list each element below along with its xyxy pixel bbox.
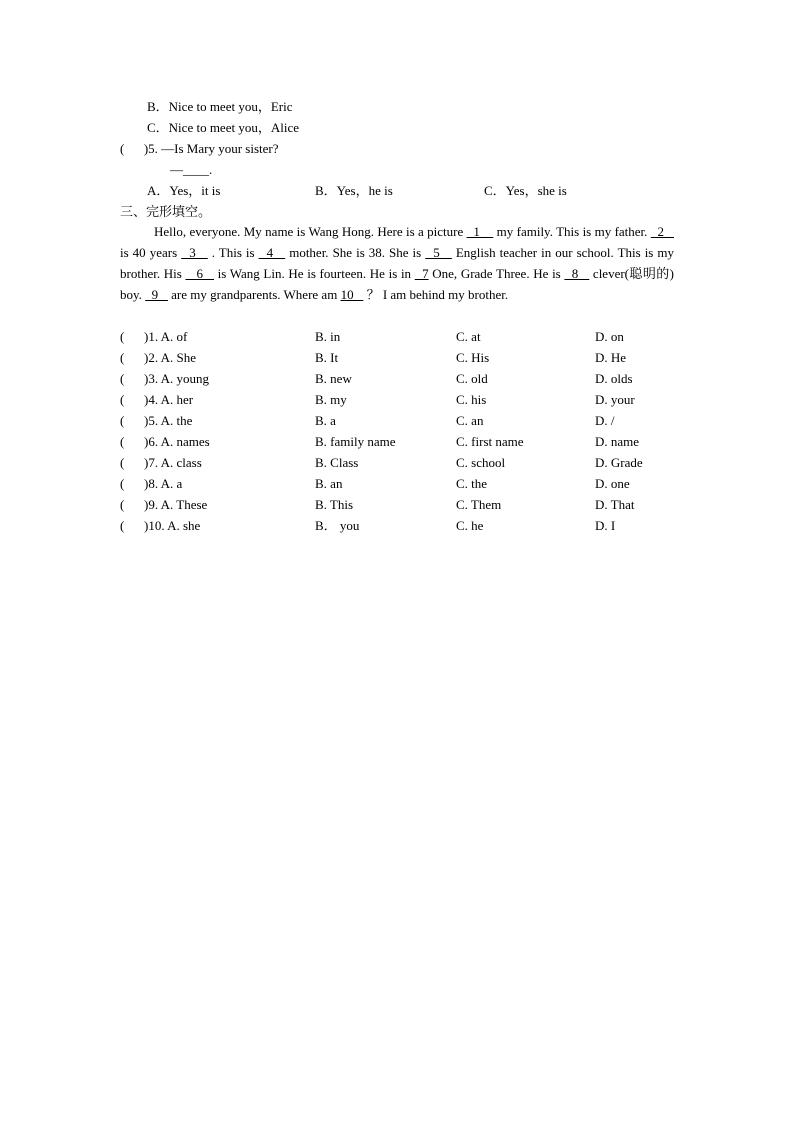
option-d: D. your [595, 392, 635, 407]
passage-text: clever(聪明的) boy. [120, 266, 674, 302]
cloze-row [120, 431, 680, 452]
option-b: B. This [315, 497, 354, 512]
option-d: D. That [595, 497, 635, 512]
option-b: B. in [315, 329, 341, 344]
option-c: C. old [456, 371, 488, 386]
question-number: )6. A. names [144, 434, 210, 449]
passage-text: English teacher in our school. This is my brother. His [120, 245, 674, 281]
question-number: )9. A. These [144, 497, 208, 512]
cloze-options [120, 326, 680, 536]
passage-text: is Wang Lin. He is fourteen. He is in [213, 266, 415, 281]
blank-9[interactable]: 9 [145, 287, 168, 302]
option-b: B． you [315, 518, 360, 533]
option-d: D. name [595, 434, 640, 449]
passage-text: One, Grade Three. He is [428, 266, 565, 281]
answer-paren[interactable]: ( [120, 455, 125, 470]
option-b: B. an [315, 476, 343, 491]
option-c: C. first name [456, 434, 524, 449]
question-5 [120, 141, 279, 157]
cloze-row [120, 410, 680, 431]
answer-blank[interactable]: ____. [183, 162, 213, 177]
prev-option-c: C．Nice to meet you，Alice [147, 120, 299, 135]
blank-4[interactable]: 4 [258, 245, 286, 260]
question-5-answer-line [170, 162, 212, 178]
option-d: D. olds [595, 371, 633, 386]
option-c: C. his [456, 392, 487, 407]
answer-paren[interactable]: ( [120, 392, 125, 407]
blank-7[interactable]: 7 [414, 266, 429, 281]
cloze-row [120, 515, 680, 536]
cloze-row [120, 473, 680, 494]
question-number: )2. A. She [144, 350, 196, 365]
blank-3[interactable]: 3 [181, 245, 208, 260]
passage-text: is 40 years [120, 245, 182, 260]
answer-paren[interactable]: ( ) [120, 141, 149, 156]
answer-paren[interactable]: ( [120, 476, 125, 491]
cloze-row [120, 452, 680, 473]
option-c: C. Them [456, 497, 502, 512]
prev-option-b: B．Nice to meet you，Eric [147, 99, 293, 114]
question-number: )5. A. the [144, 413, 193, 428]
cloze-row [120, 494, 680, 515]
option-d: D. I [595, 518, 616, 533]
option-b: B. family name [315, 434, 396, 449]
answer-paren[interactable]: ( [120, 350, 125, 365]
answer-paren[interactable]: ( [120, 329, 125, 344]
question-number: )7. A. class [144, 455, 202, 470]
blank-5[interactable]: 5 [425, 245, 452, 260]
option-b: B. my [315, 392, 347, 407]
option-d: D. on [595, 329, 624, 344]
passage-text: my family. This is my father. [493, 224, 651, 239]
question-number: )4. A. her [144, 392, 194, 407]
cloze-row [120, 368, 680, 389]
section-title: 三、完形填空。 [120, 204, 212, 219]
question-number: )1. A. of [144, 329, 188, 344]
blank-8[interactable]: 8 [564, 266, 590, 281]
q5-option-a: A．Yes，it is [147, 183, 221, 198]
option-c: C. he [456, 518, 484, 533]
answer-paren[interactable]: ( [120, 518, 125, 533]
answer-dash: — [170, 162, 183, 177]
answer-paren[interactable]: ( [120, 371, 125, 386]
option-b: B. new [315, 371, 352, 386]
cloze-passage [120, 221, 674, 305]
passage-text: . This is [207, 245, 259, 260]
option-c: C. His [456, 350, 490, 365]
option-c: C. an [456, 413, 484, 428]
option-b: B. It [315, 350, 339, 365]
question-stem: 5. —Is Mary your sister? [148, 141, 279, 156]
passage-text: Hello, everyone. My name is Wang Hong. Here is a picture [154, 224, 467, 239]
passage-text: mother. She is 38. She is [285, 245, 426, 260]
answer-paren[interactable]: ( [120, 434, 125, 449]
question-number: )3. A. young [144, 371, 209, 386]
passage-text: ？ I am behind my brother. [363, 287, 509, 302]
passage-text: are my grandparents. Where am [167, 287, 341, 302]
blank-10[interactable]: 10 [340, 287, 364, 302]
option-b: B. a [315, 413, 336, 428]
q5-option-c: C．Yes，she is [484, 183, 567, 198]
blank-6[interactable]: 6 [185, 266, 214, 281]
blank-2[interactable]: 2 [650, 224, 674, 239]
answer-paren[interactable]: ( [120, 497, 125, 512]
option-d: D. He [595, 350, 627, 365]
option-c: C. the [456, 476, 488, 491]
option-d: D. / [595, 413, 615, 428]
option-b: B. Class [315, 455, 359, 470]
cloze-row [120, 389, 680, 410]
option-c: C. at [456, 329, 481, 344]
option-d: D. Grade [595, 455, 643, 470]
question-number: )8. A. a [144, 476, 183, 491]
answer-paren[interactable]: ( [120, 413, 125, 428]
question-number: )10. A. she [144, 518, 201, 533]
cloze-row [120, 347, 680, 368]
q5-option-b: B．Yes，he is [315, 183, 393, 198]
option-d: D. one [595, 476, 630, 491]
blank-1[interactable]: 1 [466, 224, 494, 239]
cloze-row [120, 326, 680, 347]
option-c: C. school [456, 455, 506, 470]
